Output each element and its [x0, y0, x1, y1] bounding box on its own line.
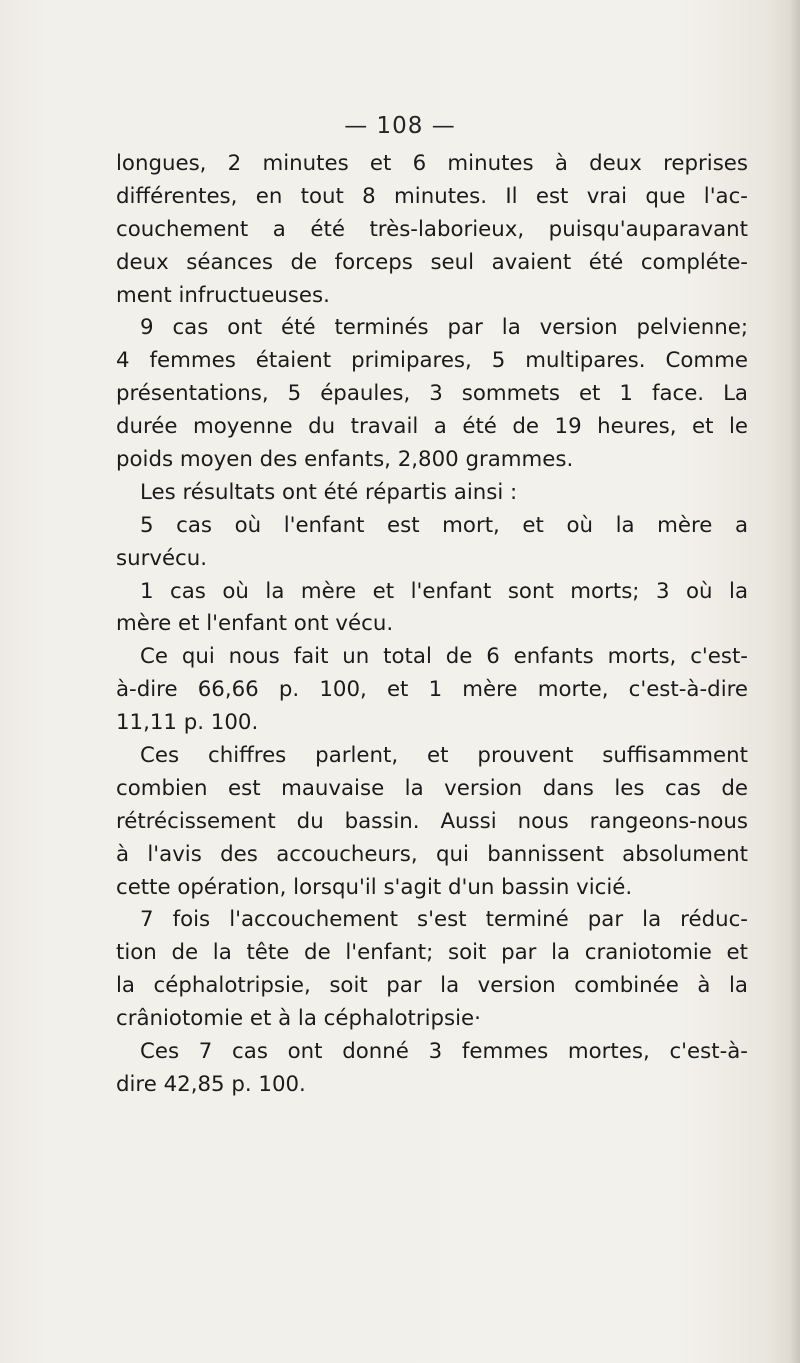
- text-line: 7 fois l'accouchement s'est terminé par la réduc-: [140, 907, 748, 933]
- text-line: deux séances de forceps seul avaient été compléte-: [116, 249, 748, 275]
- page-number: — 108 —: [344, 113, 456, 139]
- body-text: [116, 148, 748, 1102]
- text-line: cette opération, lorsqu'il s'agit d'un bassin vicié.: [116, 874, 633, 900]
- text-line: présentations, 5 épaules, 3 sommets et 1 face. La: [116, 381, 748, 407]
- text-line: 11,11 p. 100.: [116, 710, 259, 736]
- page-edge-shadow: [790, 0, 800, 1363]
- text-line: Ce qui nous fait un total de 6 enfants morts, c'est-: [140, 644, 748, 670]
- text-line: longues, 2 minutes et 6 minutes à deux reprises: [116, 151, 748, 176]
- text-line: couchement a été très-laborieux, puisqu'auparavant: [116, 216, 748, 242]
- text-line: durée moyenne du travail a été de 19 heures, et le: [116, 414, 748, 440]
- text-line: la céphalotripsie, soit par la version combinée à la: [116, 973, 748, 999]
- text-line: 4 femmes étaient primipares, 5 multipares. Comme: [116, 348, 748, 374]
- text-line: tion de la tête de l'enfant; soit par la craniotomie et: [116, 940, 748, 966]
- text-line: 1 cas où la mère et l'enfant sont morts; 3 où la: [140, 578, 748, 604]
- text-line: rétrécissement du bassin. Aussi nous rangeons-nous: [116, 808, 748, 834]
- text-line: différentes, en tout 8 minutes. Il est vrai que l'ac-: [116, 183, 748, 209]
- text-line: combien est mauvaise la version dans les cas de: [116, 775, 748, 801]
- text-line: Ces chiffres parlent, et prouvent suffisamment: [140, 743, 748, 769]
- text-line: survécu.: [116, 545, 208, 571]
- text-line: 9 cas ont été terminés par la version pelvienne;: [140, 315, 748, 341]
- text-line: crâniotomie et à la céphalotripsie·: [116, 1006, 481, 1032]
- text-line: à-dire 66,66 p. 100, et 1 mère morte, c'est-à-dire: [116, 677, 748, 703]
- text-line: dire 42,85 p. 100.: [116, 1071, 306, 1097]
- text-line: Ces 7 cas ont donné 3 femmes mortes, c'est-à-: [140, 1039, 748, 1065]
- text-line: poids moyen des enfants, 2,800 grammes.: [116, 447, 574, 473]
- text-line: 5 cas où l'enfant est mort, et où la mère a: [140, 512, 748, 538]
- text-line: Les résultats ont été répartis ainsi :: [140, 479, 518, 505]
- text-line: à l'avis des accoucheurs, qui bannissent absolument: [116, 841, 748, 867]
- text-line: mère et l'enfant ont vécu.: [116, 611, 394, 637]
- text-line: ment infructueuses.: [116, 282, 330, 308]
